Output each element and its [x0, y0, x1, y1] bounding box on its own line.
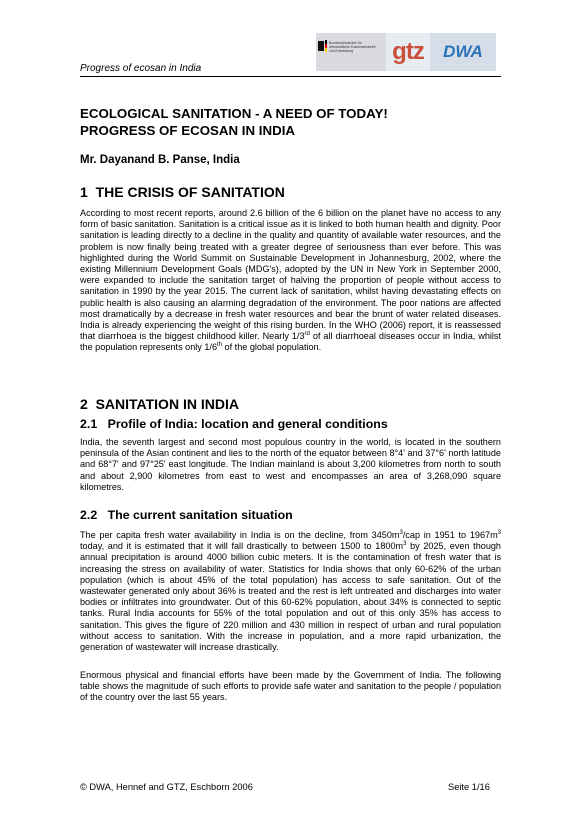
- german-flag-icon: [325, 40, 327, 52]
- subsection-2-1-number: 2.1: [80, 417, 98, 431]
- title-line-2: PROGRESS OF ECOSAN IN INDIA: [80, 122, 295, 138]
- section-1-title: THE CRISIS OF SANITATION: [95, 184, 285, 200]
- running-title: Progress of ecosan in India: [80, 63, 202, 74]
- section-1-heading: [80, 184, 285, 200]
- dwa-logo: DWA: [430, 33, 496, 71]
- section-1-paragraph: According to most recent reports, around 2.6 billion of the 6 billion on the planet have no access to any form of basic sanitation. Sanitation is a critical issue as it is linked to both human health and dignity. Poor sanitation is leading directly to a decline in the quality and quantity of available water resources, and the problem is now finally being treated with a greater degree of seriousness than ever before. This was highlighted during the World Summit on Sustainable Development in Johannesburg, 2002, where the existing Millennium Development Goals (MDG's), adopted by the UN in New York in September 2000, were expanded to include the sanitation target of halving the proportion of people without access to sanitation in 1990 by the year 2015. The current lack of sanitation, whilst having devastating effects on public health is also causing an alarming degradation of the environment. The poor nations are affected most dramatically by a decrease in fresh water resources and bear the brunt of water related diseases. India is already experiencing the weight of this rising burden. In the WHO (2006) report, it is reassessed that diarrhoea is the biggest childhood killer. Nearly 1/3rd of all diarrhoeal diseases occur in India, whilst the population represents only 1/6th of the global population.: [80, 208, 501, 353]
- footer-copyright: © DWA, Hennef and GTZ, Eschborn 2006: [80, 782, 253, 792]
- subsection-2-1-heading: [80, 417, 388, 431]
- section-2-title: SANITATION IN INDIA: [95, 396, 239, 412]
- section-1-number: 1: [80, 184, 88, 200]
- title-line-1: ECOLOGICAL SANITATION - A NEED OF TODAY!: [80, 106, 388, 121]
- subsection-2-2-title: The current sanitation situation: [107, 508, 293, 522]
- gtz-logo: gtz: [386, 33, 430, 71]
- subsection-2-2-paragraph-2: Enormous physical and financial efforts have been made by the Government of India. The following table shows the magnitude of such efforts to provide safe water and sanitation to the people / population of the country over the last 55 years.: [80, 670, 501, 703]
- bmz-logo: [316, 33, 386, 71]
- paper-title: [80, 106, 388, 139]
- subsection-2-1-paragraph: India, the seventh largest and second most populous country in the world, is located in the southern peninsula of the Asian continent and lies to the north of the equator between 8°4' and 37°6' north latitude and 68°7' and 97°25' east longitude. The Indian mainland is about 3,200 kilometres from north to south and about 2,900 kilometres from east to west and encompasses an area of 3,268,090 square kilometres.: [80, 437, 501, 492]
- bmz-logo-text: Bundesministerium für wirtschaftliche Zusammenarbeit und Entwicklung: [329, 41, 376, 53]
- section-2-heading: [80, 396, 239, 412]
- author-line: Mr. Dayanand B. Panse, India: [80, 154, 240, 166]
- subsection-2-2-paragraph-1: The per capita fresh water availability in India is on the decline, from $3450m^3$/cap in 1951 to $1967m^3$ today, and it is estimated that it will fall drastically to between 1500 to $1800m^3$ by 2025, even though annual precipitation is around 4000 billion cubic meters. It is the contamination of fresh water that is increasing the stress on availability of water. Statistics for India shows that only 60-62% of the urban population (which is about 45% of the total population) has access to safe sanitation. Out of the wastewater generated only about 36% is treated and the rest is left untreated and discharges into water bodies or infiltrates into groundwater. Out of this 60-62% population, about 34% is connected to septic tanks. Rural India accounts for 55% of the total population and out of this only 35% has access to sanitation. This gives the figure of 220 million and 430 million in respect of urban and rural population without access to sanitation. With the increase in population, and a more rapid urbanization, the generation of wastewater will increase drastically.: [80, 529, 501, 653]
- partner-logos: [316, 33, 496, 71]
- subsection-2-2-heading: [80, 508, 293, 522]
- federal-eagle-icon: [318, 41, 324, 51]
- footer-page-number: Seite 1/16: [448, 782, 490, 792]
- section-2-number: 2: [80, 396, 88, 412]
- subsection-2-2-number: 2.2: [80, 508, 98, 522]
- subsection-2-1-title: Profile of India: location and general conditions: [107, 417, 388, 431]
